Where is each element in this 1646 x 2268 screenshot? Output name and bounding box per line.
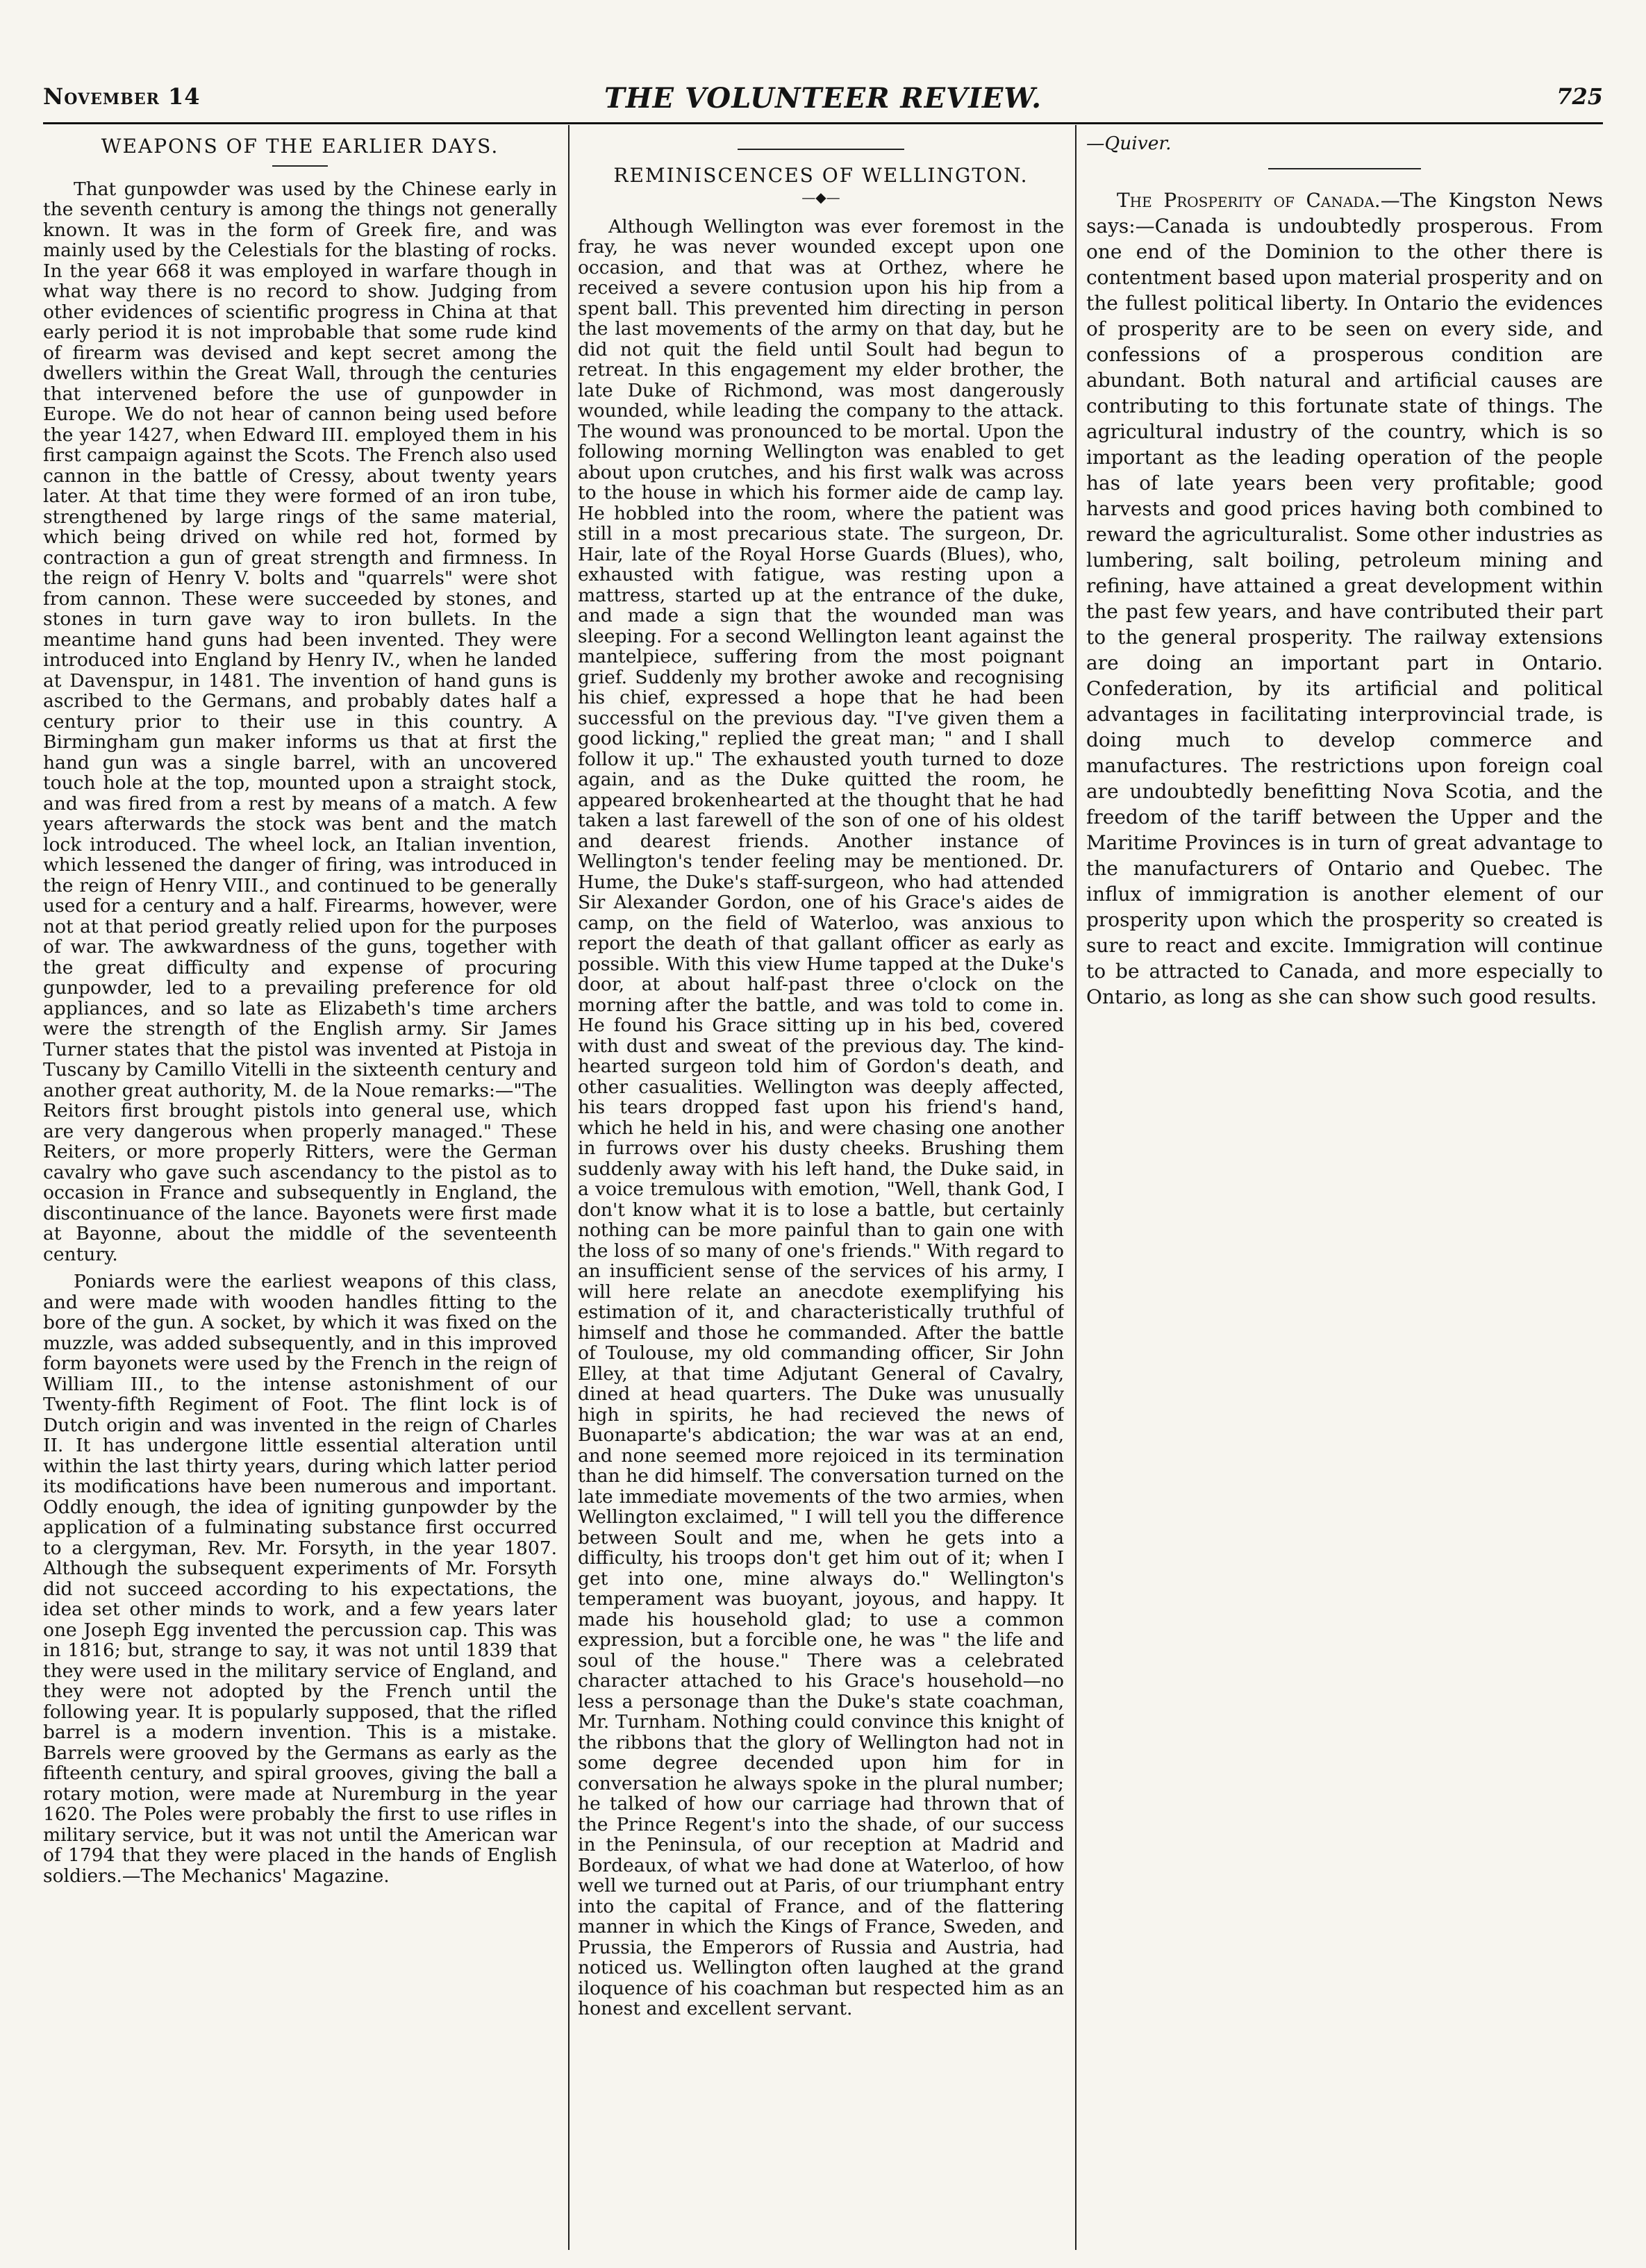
page-number: 725 [1556,83,1603,110]
publication-title: THE VOLUNTEER REVIEW. [604,82,1042,115]
issue-date: November 14 [43,83,201,110]
canada-text: —The Kingston News says:—Canada is undoubtedly prosperous. From one end of the Dominion to the other there is contentment based upon material prosperity and on the fullest political liberty. In Ontario the evidences of prosperity are to be seen on every side, and confessions of a prosperous condition are abundant. Both natural and artificial causes are contributing to this fortunate state of things. The agricultural industry of the country, which is so important as the leading operation of the people has of late years been very profitable; good harvests and good prices having both combined to reward the agriculturalist. Some other industries as lumbering, salt boiling, petroleum mining and refining, have attained a great development within the past few years, and have contributed their part to the general prosperity. The railway extensions are doing an important part in Ontario. Confederation, by its artificial and political advantages in facilitating interprovincial trade, is doing much to develop commerce and manufactures. The restrictions upon foreign coal are undoubtedly benefitting Nova Scotia, and the freedom of the tariff between the Upper and the Maritime Provinces is in turn of great advantage to the manufacturers of Ontario and Quebec. The influx of immigration is another element of our prosperity upon which the prosperity so created is sure to react and excite. Immigration will continue to be attracted to Canada, and more especially to Ontario, as long as she can show such good results. [1086,188,1603,1008]
article-heading-weapons: WEAPONS OF THE EARLIER DAYS. [101,135,499,158]
article-separator-2 [1268,168,1421,169]
heading-rule [272,165,328,167]
wellington-signature: —Quiver. [1086,133,1172,154]
canada-paragraph [1086,187,1603,1010]
column-divider-2 [1075,125,1076,2250]
column-2 [578,133,1064,2251]
column-1 [43,133,557,2251]
weapons-paragraph-2: Poniards were the earliest weapons of this class, and were made with wooden handles fitting to the bore of the gun. A socket, by which it was fixed on the muzzle, was added subsequently, and in this improved form bayonets were used by the French in the reign of William III., to the intense astonishment of our Twenty-fifth Regiment of Foot. The flint lock is of Dutch origin and was invented in the reign of Charles II. It has undergone little essential alteration until within the last thirty years, during which latter period its modifications have been numerous and important. Oddly enough, the idea of igniting gunpowder by the application of a fulminating substance first occurred to a clergyman, Rev. Mr. Forsyth, in the year 1807. Although the subsequent experiments of Mr. Forsyth did not succeed according to his expectations, the idea set other minds to work, and a few years later one Joseph Egg invented the percussion cap. This was in 1816; but, strange to say, it was not until 1839 that they were used in the military service of England, and they were not adopted by the French until the following year. It is popularly supposed, that the rifled barrel is a modern invention. This is a mistake. Barrels were grooved by the Germans as early as the fifteenth century, and spiral grooves, giving the ball a rotary motion, were made at Nuremburg in the year 1620. The Poles were probably the first to use rifles in military service, but it was not until the American war of 1794 that they were placed in the hands of English soldiers.—The Mechanics' Magazine. [43,1271,557,1887]
column-divider-1 [568,125,570,2250]
ornament-rule: —◆— [801,188,840,206]
article-separator [738,149,904,150]
weapons-paragraph-1: That gunpowder was used by the Chinese early in the seventh century is among the things not generally known. It was in the form of Greek fire, and was mainly used by the Celestials for the blasting of rocks. In the year 668 it was employed in warfare though in what way there is no record to show. Judging from other evidences of scientific progress in China at that early period it is not improbable that some rude kind of firearm was devised and kept secret among the dwellers within the Great Wall, through the centuries that intervened before the use of gunpowder in Europe. We do not hear of cannon being used before the year 1427, when Edward III. employed them in his first campaign against the Scots. The French also used cannon in the battle of Cressy, about twenty years later. At that time they were formed of an iron tube, strengthened by large rings of the same material, which being drived on while red hot, formed by contraction a gun of great strength and firmness. In the reign of Henry V. bolts and "quarrels" were shot from cannon. These were succeeded by stones, and stones in turn gave way to iron bullets. In the meantime hand guns had been invented. They were introduced into England by Henry IV., when he landed at Davenspur, in 1481. The invention of hand guns is ascribed to the Germans, and probably dates half a century prior to their use in this country. A Birmingham gun maker informs us that at first the hand gun was a single barrel, with an uncovered touch hole at the top, mounted upon a straight stock, and was fired from a rest by means of a match. A few years afterwards the stock was bent and the match lock introduced. The wheel lock, an Italian invention, which lessened the danger of firing, was introduced in the reign of Henry VIII., and continued to be generally used for a century and a half. Firearms, however, were not at that period greatly relied upon for the purposes of war. The awkwardness of the guns, together with the great difficulty and expense of procuring gunpowder, led to a prevailing preference for old appliances, and so late as Elizabeth's time archers were the strength of the English army. Sir James Turner states that the pistol was invented at Pistoja in Tuscany by Camillo Vitelli in the sixteenth century and another great authority, M. de la Noue remarks:—"The Reitors first brought pistols into general use, which are very dangerous when properly managed." These Reiters, or more properly Ritters, were the German cavalry who gave such ascendancy to the pistol as to occasion in France and subsequently in England, the discontinuance of the lance. Bayonets were first made at Bayonne, about the middle of the seventeenth century. [43,178,557,1265]
column-3 [1086,133,1603,2251]
wellington-paragraph: Although Wellington was ever foremost in the fray, he was never wounded except upon one occasion, and that was at Orthez, where he received a severe contusion upon his hip from a spent ball. This prevented him directing in person the last movements of the army on that day, but he did not quit the field until Soult had begun to retreat. In this engagement my elder brother, the late Duke of Richmond, was most dangerously wounded, while leading the company to the attack. The wound was pronounced to be mortal. Upon the following morning Wellington was enabled to get about upon crutches, and his first walk was across to the house in which his former aide de camp lay. He hobbled into the room, where the patient was still in a most precarious state. The surgeon, Dr. Hair, late of the Royal Horse Guards (Blues), who, exhausted with fatigue, was resting upon a mattress, started up at the entrance of the duke, and made a sign that the wounded man was sleeping. For a second Wellington leant against the mantelpiece, suffering from the most poignant grief. Suddenly my brother awoke and recognising his chief, expressed a hope that he had been successful on the previous day. "I've given them a good licking," replied the great man; " and I shall follow it up." The exhausted youth turned to doze again, and as the Duke quitted the room, he appeared brokenhearted at the thought that he had taken a last farewell of the son of one of his oldest and dearest friends. Another instance of Wellington's tender feeling may be mentioned. Dr. Hume, the Duke's staff-surgeon, who had attended Sir Alexander Gordon, one of his Grace's aides de camp, on the field of Waterloo, was anxious to report the death of that gallant officer as early as possible. With this view Hume tapped at the Duke's door, at about half-past three o'clock on the morning after the battle, and was told to come in. He found his Grace sitting up in his bed, covered with dust and sweat of the previous day. The kind-hearted surgeon told him of Gordon's death, and other casualities. Wellington was deeply affected, his tears dropped fast upon his friend's hand, which he held in his, and were chasing one another in furrows over his dusty cheeks. Brushing them suddenly away with his left hand, the Duke said, in a voice tremulous with emotion, "Well, thank God, I don't know what it is to lose a battle, but certainly nothing can be more painful than to gain one with the loss of so many of one's friends." With regard to an insufficient sense of the services of his army, I will here relate an anecdote exemplifying his estimation of it, and characteristically truthful of himself and those he commanded. After the battle of Toulouse, my old commanding officer, Sir John Elley, at that time Adjutant General of Cavalry, dined at head quarters. The Duke was unusually high in spirits, he had recieved the news of Buonaparte's abdication; the war was at an end, and none seemed more rejoiced in its termination than he did himself. The conversation turned on the late immediate movements of the two armies, when Wellington exclaimed, " I will tell you the difference between Soult and me, when he gets into a difficulty, his troops don't get him out of it; when I get into one, mine always do." Wellington's temperament was buoyant, joyous, and happy. It made his household glad; to use a common expression, but a forcible one, he was " the life and soul of the house." There was a celebrated character attached to his Grace's household—no less a personage than the Duke's state coachman, Mr. Turnham. Nothing could convince this knight of the ribbons that the glory of Wellington had not in some degree decended upon him for in conversation he always spoke in the plural number; he talked of how our carriage had thrown that of the Prince Regent's into the shade, of our success in the Peninsula, of our reception at Madrid and Bordeaux, of what we had done at Waterloo, of how well we turned out at Paris, of our triumphant entry into the capital of France, and of the flattering manner in which the Kings of France, Sweden, and Prussia, the Emperors of Russia and Austria, had noticed us. Wellington often laughed at the grand iloquence of his coachman but respected him as an honest and excellent servant. [578,215,1064,2019]
header-rule [43,122,1603,124]
canada-lead: The Prosperity of Canada. [1117,188,1381,212]
article-heading-wellington: REMINISCENCES OF WELLINGTON. [613,164,1029,187]
page-header [43,83,1603,119]
